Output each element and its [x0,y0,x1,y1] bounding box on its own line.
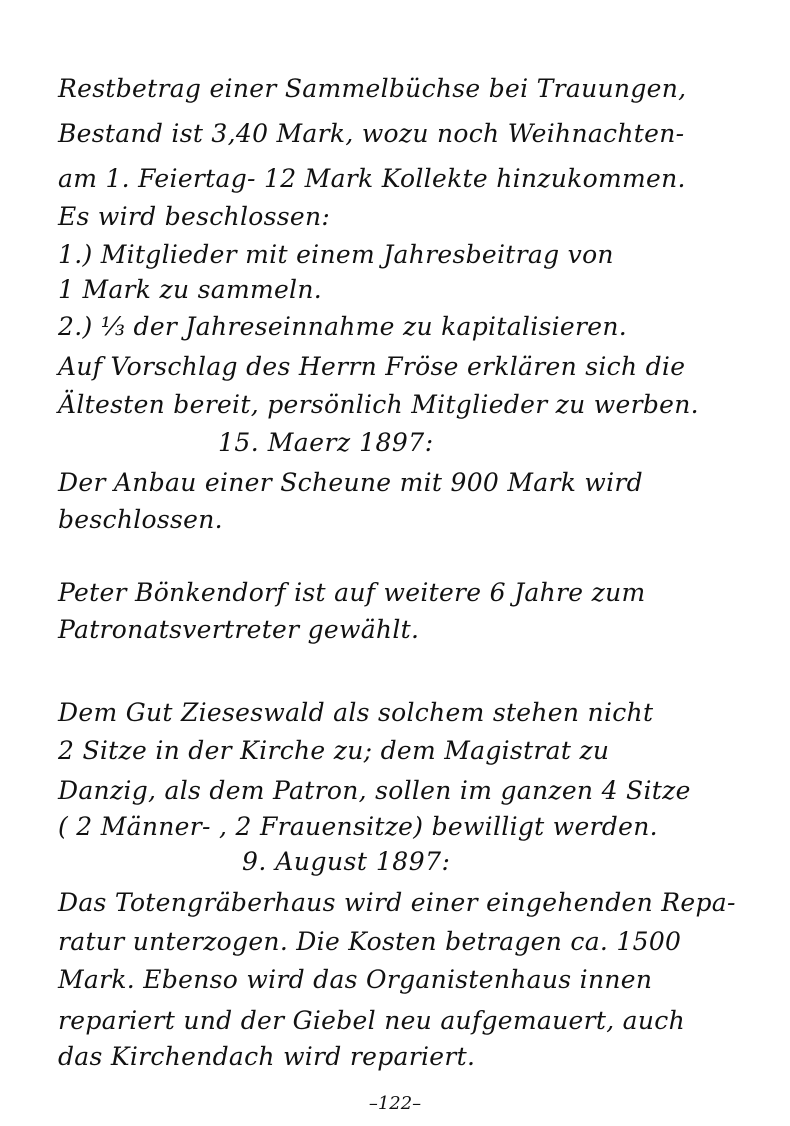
text-line: Mark. Ebenso wird das Organistenhaus innen [58,965,653,994]
page-number: –122– [368,1093,422,1114]
text-line: am 1. Feiertag- 12 Mark Kollekte hinzukommen. [58,164,686,193]
text-line: Dem Gut Zieseswald als solchem stehen nicht [58,698,654,727]
text-line: ( 2 Männer- , 2 Frauensitze) bewilligt werden. [58,812,658,841]
text-line: beschlossen. [58,505,223,534]
date-heading: 9. August 1897: [242,847,451,876]
text-line: Danzig, als dem Patron, sollen im ganzen 4 Sitze [58,776,691,805]
text-line: repariert und der Giebel neu aufgemauert, auch [58,1006,685,1035]
text-line: Es wird beschlossen: [58,202,331,231]
text-line: Bestand ist 3,40 Mark, wozu noch Weihnachten- [58,119,685,148]
text-line: Patronatsvertreter gewählt. [58,615,420,644]
text-line: 1.) Mitglieder mit einem Jahresbeitrag von [58,240,614,269]
text-line: 1 Mark zu sammeln. [58,275,323,304]
text-line: 2.) ⅓ der Jahreseinnahme zu kapitalisieren. [58,312,628,341]
text-line: das Kirchendach wird repariert. [58,1042,476,1071]
text-line: Der Anbau einer Scheune mit 900 Mark wird [58,468,643,497]
text-line: Peter Bönkendorf ist auf weitere 6 Jahre zum [58,578,646,607]
text-line: Das Totengräberhaus wird einer eingehenden Repa- [58,888,736,917]
text-line: Ältesten bereit, persönlich Mitglieder zu werben. [58,390,699,419]
text-line: ratur unterzogen. Die Kosten betragen ca. 1500 [58,927,682,956]
text-line: Auf Vorschlag des Herrn Fröse erklären sich die [58,352,686,381]
text-line: 2 Sitze in der Kirche zu; dem Magistrat zu [58,736,610,765]
date-heading: 15. Maerz 1897: [218,428,434,457]
text-line: Restbetrag einer Sammelbüchse bei Trauungen, [58,74,687,103]
